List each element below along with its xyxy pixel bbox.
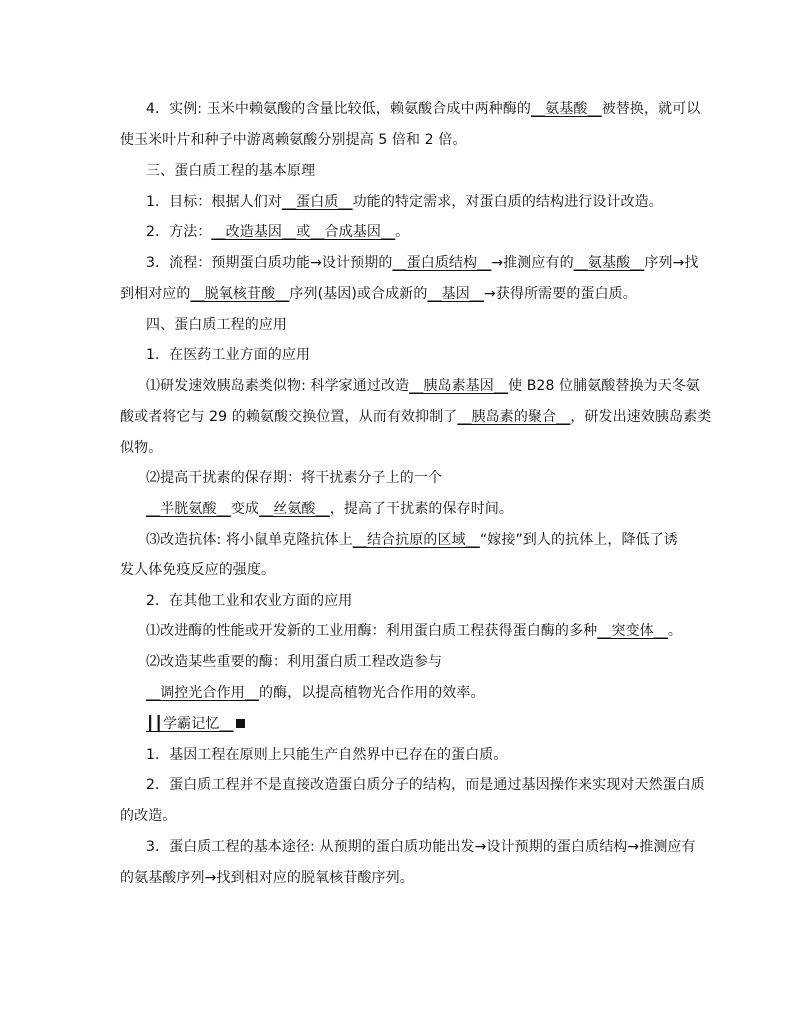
memory-point-3-line-1: 3．蛋白质工程的基本途径: 从预期的蛋白质功能出发→设计预期的蛋白质结构→推测应有 [146, 839, 696, 855]
text: 3．流程：预期蛋白质功能→设计预期的 [146, 255, 393, 271]
interferon-line-1: ⑵提高干扰素的保存期：将干扰素分子上的一个 [146, 470, 443, 486]
fill-blank: __突变体__ [597, 623, 668, 639]
fill-blank: __调控光合作用__ [146, 685, 259, 701]
antibody-line-2: 发人体免疫反应的强度。 [120, 562, 276, 578]
text: ，提高了干扰素的保存时间。 [329, 501, 514, 517]
text: 2．方法： [146, 224, 212, 240]
principle-flow-line-1 [146, 253, 699, 273]
fill-blank: __氨基酸__ [573, 255, 645, 271]
antibody-line-1 [146, 530, 678, 550]
principle-goal [146, 192, 663, 212]
app-industry-heading: 2．在其他工业和农业方面的应用 [146, 593, 353, 609]
fill-blank: __改造基因__ [211, 224, 297, 240]
memory-tip-heading [146, 714, 245, 734]
text: 功能的特定需求，对蛋白质的结构进行设计改造。 [352, 194, 663, 210]
text: “嫁接”到人的抗体上，降低了诱 [479, 532, 678, 548]
fill-blank: __合成基因__ [310, 224, 396, 240]
memory-point-2-line-2: 的改造。 [120, 808, 177, 824]
photosynthesis-line-1: ⑵改造某些重要的酶：利用蛋白质工程改造参与 [146, 654, 443, 670]
text: 序列(基因)或合成新的 [289, 286, 428, 302]
app-medicine-heading: 1．在医药工业方面的应用 [146, 347, 311, 363]
principle-method [146, 222, 409, 242]
text: 4．实例: 玉米中赖氨酸的含量比较低，赖氨酸合成中两种酶的 [146, 101, 531, 117]
fill-blank: __丝氨酸__ [259, 501, 330, 517]
text: →推测应有的 [491, 255, 574, 271]
text: 的酶，以提高植物光合作用的效率。 [259, 685, 485, 701]
text: ，研发出速效胰岛素类 [570, 409, 712, 425]
principle-flow-line-2 [120, 284, 637, 304]
insulin-line-1 [146, 376, 700, 396]
text: 。 [667, 623, 683, 639]
square-bullet-icon [236, 719, 245, 728]
text: ⑶改造抗体: 将小鼠单克隆抗体上 [146, 532, 353, 548]
text: 被替换，就可以 [601, 101, 701, 117]
fill-blank: __蛋白质__ [281, 194, 353, 210]
interferon-line-2 [146, 499, 513, 519]
text: 。 [395, 224, 410, 240]
fill-blank: __脱氧核苷酸__ [190, 286, 290, 302]
text: 使 B28 位脯氨酸替换为天冬氨 [508, 378, 700, 394]
fill-blank: __结合抗原的区域__ [352, 532, 480, 548]
text: →获得所需要的蛋白质。 [484, 286, 637, 302]
text: 到相对应的 [120, 286, 191, 302]
fill-blank: __半胱氨酸__ [146, 501, 231, 517]
fill-blank: __基因__ [427, 286, 485, 302]
enzyme-line [146, 621, 682, 641]
photosynthesis-line-2 [146, 683, 485, 703]
section-heading-4: 四、蛋白质工程的应用 [146, 317, 287, 333]
memory-tip-label: ┃┃学霸记忆__ [146, 716, 234, 732]
fill-blank: __胰岛素的聚合__ [457, 409, 571, 425]
text: 变成 [230, 501, 260, 517]
insulin-line-3: 似物。 [120, 440, 163, 456]
text: 序列→找 [644, 255, 699, 271]
example-line-1 [146, 99, 700, 119]
text: 或 [296, 224, 311, 240]
text: 1．目标：根据人们对 [146, 194, 282, 210]
section-heading-3: 三、蛋白质工程的基本原理 [146, 163, 316, 179]
memory-point-2-line-1: 2．蛋白质工程并不是直接改造蛋白质分子的结构，而是通过基因操作来实现对天然蛋白质 [146, 777, 705, 793]
memory-point-1: 1．基因工程在原则上只能生产自然界中已存在的蛋白质。 [146, 747, 508, 763]
fill-blank: __胰岛素基因__ [409, 378, 509, 394]
fill-blank: __氨基酸__ [530, 101, 602, 117]
text: ⑴改进酶的性能或开发新的工业用酶：利用蛋白质工程获得蛋白酶的多种 [146, 623, 598, 639]
fill-blank: __蛋白质结构__ [392, 255, 492, 271]
text: 酸或者将它与 29 的赖氨酸交换位置，从而有效抑制了 [120, 409, 458, 425]
example-line-2: 使玉米叶片和种子中游离赖氨酸分别提高 5 倍和 2 倍。 [120, 132, 467, 148]
memory-point-3-line-2: 的氨基酸序列→找到相对应的脱氧核苷酸序列。 [120, 870, 414, 886]
text: ⑴研发速效胰岛素类似物: 科学家通过改造 [146, 378, 410, 394]
insulin-line-2 [120, 407, 711, 427]
